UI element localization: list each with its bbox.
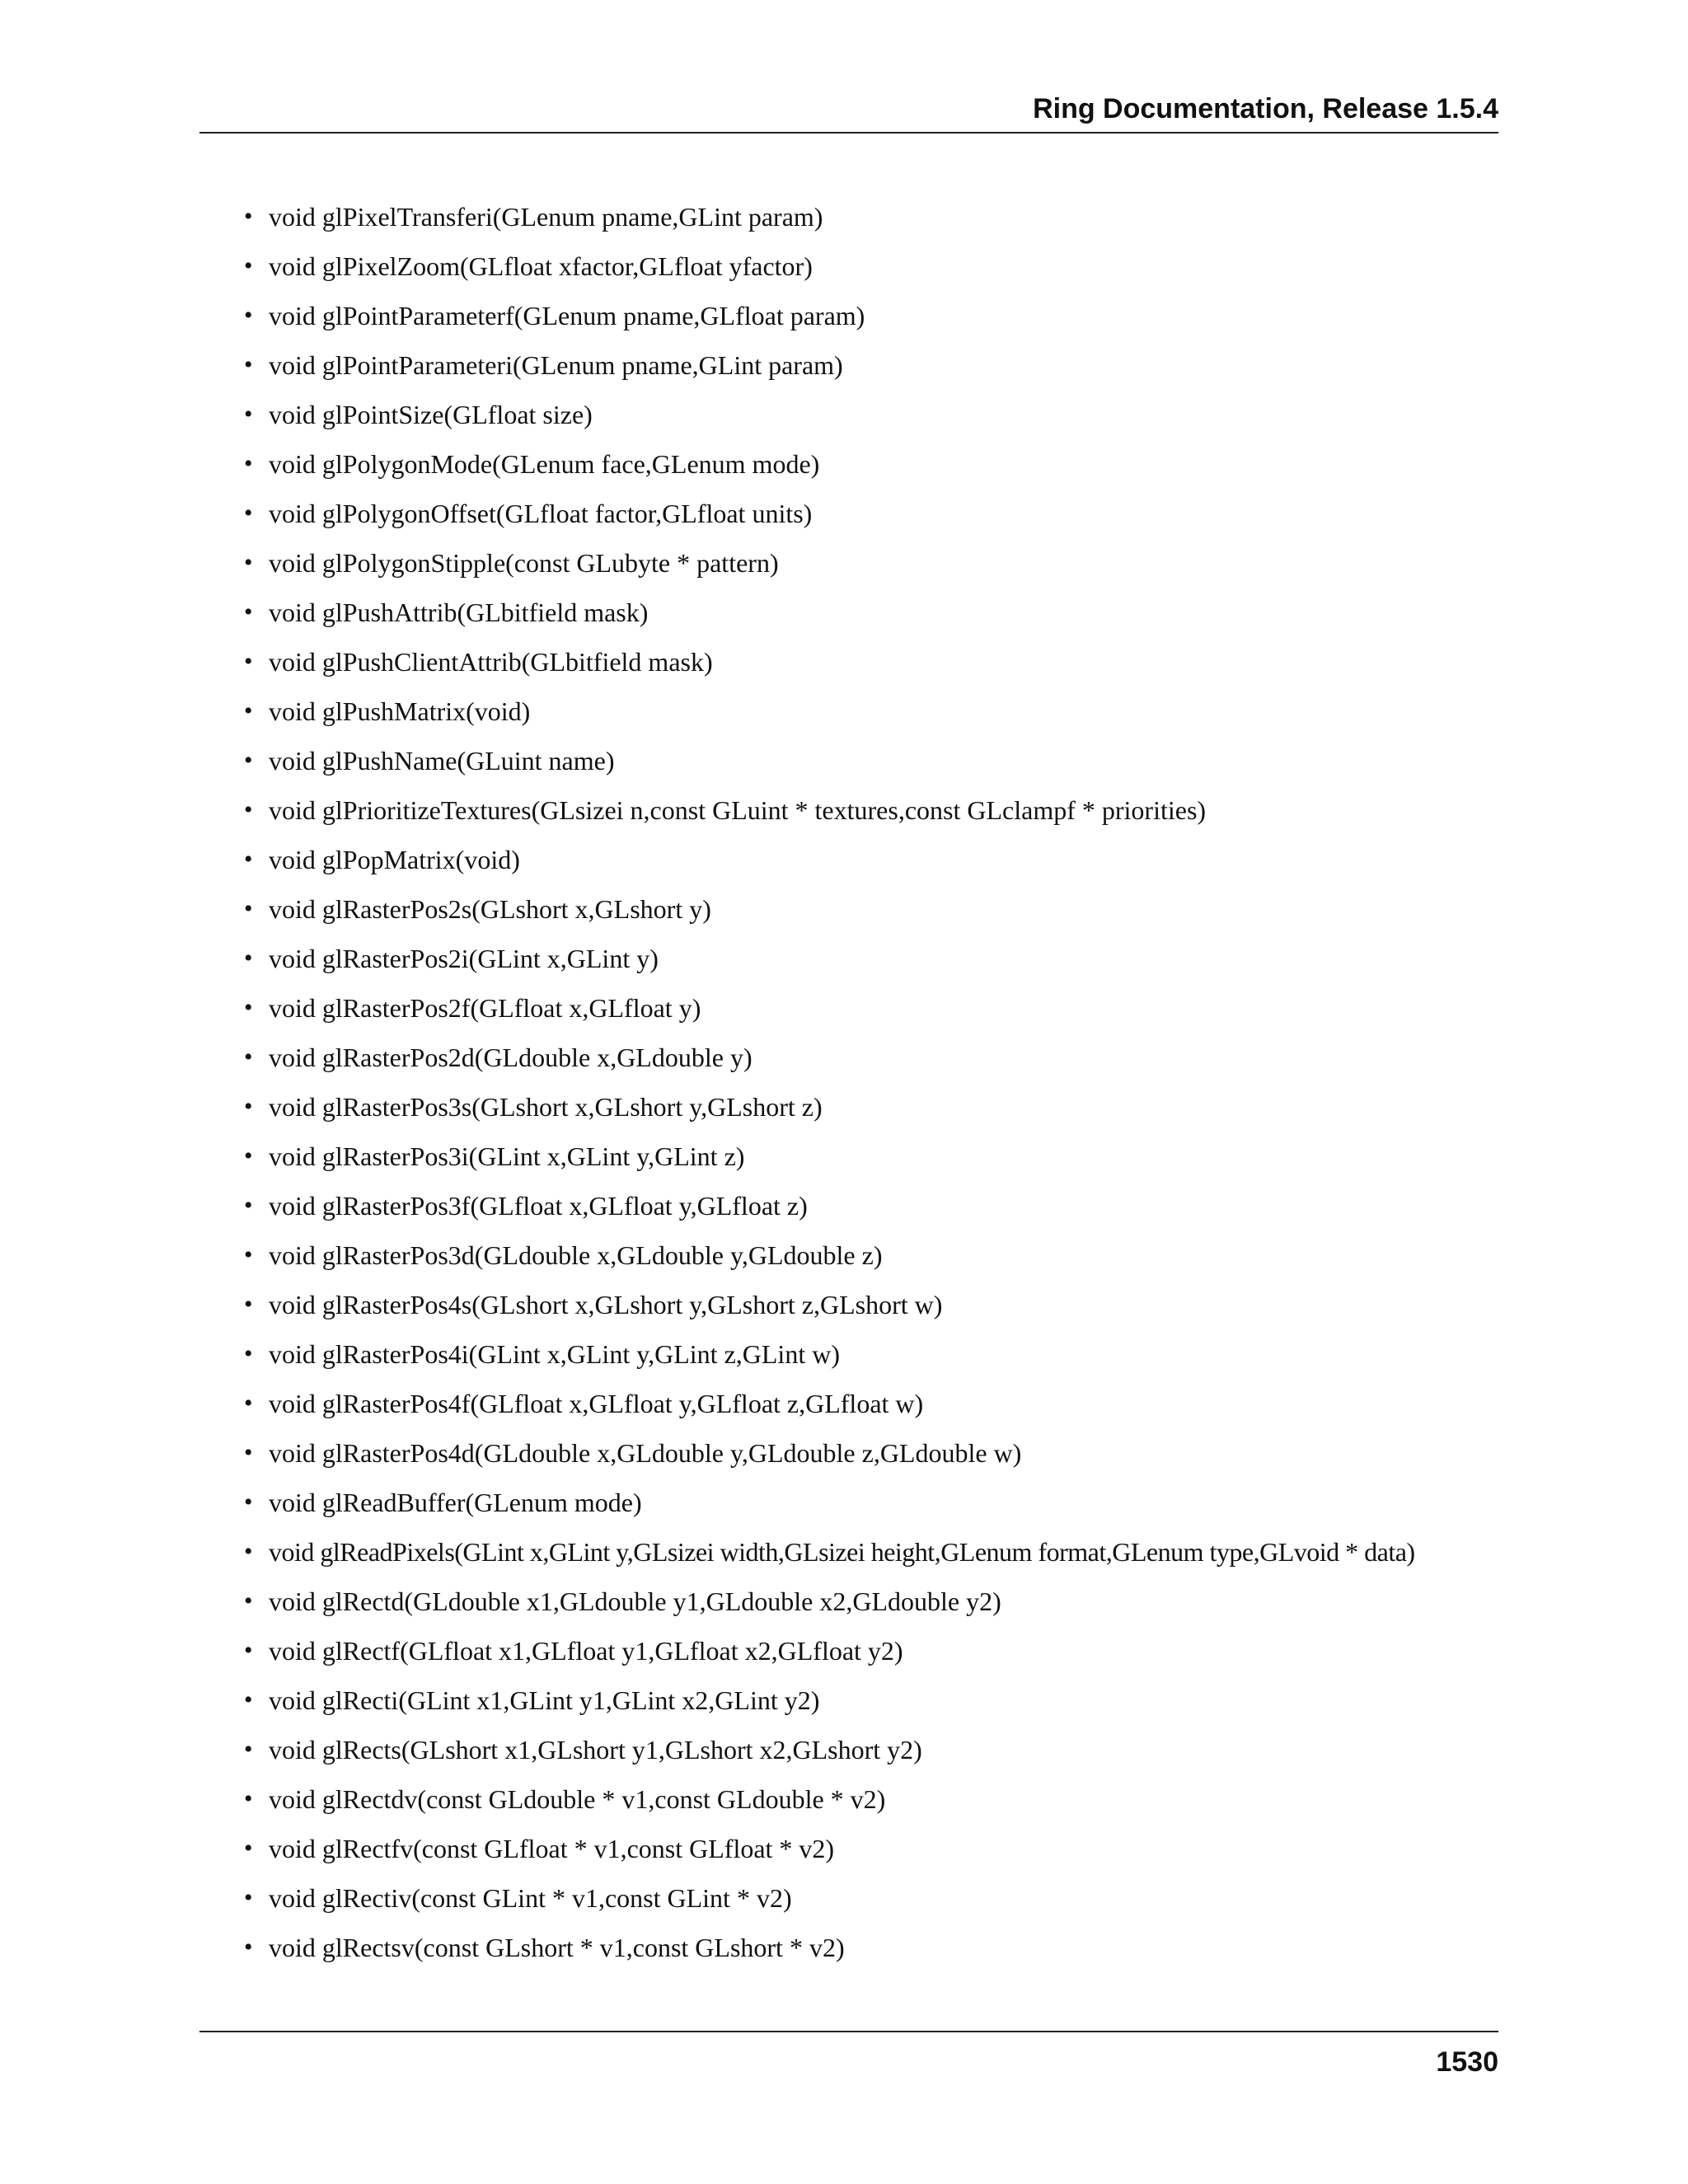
function-signature: void glRasterPos4i(GLint x,GLint y,GLint z,GLint w) [269,1339,840,1369]
function-signature: void glRectsv(const GLshort * v1,const GLshort * v2) [269,1933,845,1962]
list-item [244,641,1513,691]
list-item [244,1284,1513,1333]
bullet-icon: • [244,1835,253,1862]
bullet-icon: • [244,1686,253,1713]
list-item [244,196,1513,246]
bullet-icon: • [244,1637,253,1664]
list-item [244,246,1513,295]
list-item [244,1185,1513,1235]
function-signature: void glRectf(GLfloat x1,GLfloat y1,GLfloat x2,GLfloat y2) [269,1636,903,1666]
bullet-icon: • [244,1488,253,1516]
bullet-icon: • [244,846,253,873]
list-item [244,1333,1513,1383]
function-signature: void glRasterPos2d(GLdouble x,GLdouble y) [269,1043,753,1072]
list-item [244,443,1513,493]
function-signature: void glPushAttrib(GLbitfield mask) [269,598,649,627]
list-item [244,1729,1513,1779]
list-item [244,1482,1513,1531]
list-item [244,1432,1513,1482]
function-signature: void glRectd(GLdouble x1,GLdouble y1,GLdouble x2,GLdouble y2) [269,1586,1001,1616]
function-signature: void glRasterPos3d(GLdouble x,GLdouble y,GLdouble z) [269,1240,883,1270]
bullet-icon: • [244,203,253,230]
function-signature: void glPolygonStipple(const GLubyte * pattern) [269,548,779,578]
list-item [244,542,1513,592]
list-item [244,1779,1513,1828]
bullet-icon: • [244,1390,253,1417]
list-item [244,1235,1513,1284]
function-signature: void glPrioritizeTextures(GLsizei n,const GLuint * textures,const GLclampf * priorities) [269,795,1207,825]
function-signature: void glRasterPos3i(GLint x,GLint y,GLint z) [269,1141,745,1171]
list-item [244,888,1513,938]
bullet-icon: • [244,450,253,477]
list-item [244,987,1513,1037]
function-signature: void glRectdv(const GLdouble * v1,const GLdouble * v2) [269,1784,886,1814]
bullet-icon: • [244,747,253,774]
bullet-icon: • [244,302,253,329]
bullet-icon: • [244,994,253,1021]
bullet-icon: • [244,351,253,378]
function-signature: void glRecti(GLint x1,GLint y1,GLint x2,GLint y2) [269,1685,820,1715]
function-signature: void glPixelZoom(GLfloat xfactor,GLfloat yfactor) [269,251,813,281]
bullet-icon: • [244,252,253,279]
list-item [244,344,1513,394]
list-item [244,295,1513,344]
function-signature: void glRasterPos4d(GLdouble x,GLdouble y,GLdouble z,GLdouble w) [269,1438,1022,1468]
list-item [244,493,1513,542]
bullet-icon: • [244,944,253,972]
function-signature: void glRasterPos2f(GLfloat x,GLfloat y) [269,993,701,1023]
list-item [244,790,1513,839]
bullet-icon: • [244,1093,253,1120]
function-signature: void glRasterPos2i(GLint x,GLint y) [269,944,659,973]
function-signature: void glRectiv(const GLint * v1,const GLint * v2) [269,1883,792,1913]
list-item [244,1037,1513,1086]
bullet-icon: • [244,1340,253,1367]
bullet-icon: • [244,1587,253,1615]
function-signature: void glRasterPos3f(GLfloat x,GLfloat y,GLfloat z) [269,1191,808,1221]
list-item [244,1680,1513,1729]
list-item [244,1630,1513,1680]
bullet-icon: • [244,1933,253,1961]
page-header [199,92,1498,134]
list-item [244,394,1513,443]
list-item [244,1927,1513,1976]
document-title: Ring Documentation, Release 1.5.4 [1033,93,1498,124]
list-item [244,839,1513,888]
function-signature: void glPushClientAttrib(GLbitfield mask) [269,647,713,677]
bullet-icon: • [244,1241,253,1268]
function-signature: void glPolygonMode(GLenum face,GLenum mode) [269,449,820,479]
bullet-icon: • [244,1043,253,1071]
function-signature: void glPushMatrix(void) [269,696,531,726]
function-signature: void glRasterPos3s(GLshort x,GLshort y,GLshort z) [269,1092,823,1122]
bullet-icon: • [244,1538,253,1565]
bullet-icon: • [244,697,253,724]
function-signature: void glRasterPos4f(GLfloat x,GLfloat y,GLfloat z,GLfloat w) [269,1389,924,1418]
list-item [244,592,1513,641]
bullet-icon: • [244,895,253,922]
list-item [244,740,1513,790]
bullet-icon: • [244,499,253,527]
list-item [244,1877,1513,1927]
function-signature: void glReadPixels(GLint x,GLint y,GLsizei width,GLsizei height,GLenum format,GLenum type,GLvoid * data) [269,1537,1415,1567]
function-signature: void glRectfv(const GLfloat * v1,const GLfloat * v2) [269,1834,835,1863]
list-item [244,1086,1513,1136]
bullet-icon: • [244,648,253,675]
function-signature: void glPointParameterf(GLenum pname,GLfloat param) [269,301,865,330]
bullet-icon: • [244,1192,253,1219]
function-signature: void glPolygonOffset(GLfloat factor,GLfloat units) [269,499,813,528]
bullet-icon: • [244,796,253,823]
bullet-icon: • [244,1884,253,1911]
list-item [244,938,1513,987]
list-item [244,691,1513,740]
function-signature: void glReadBuffer(GLenum mode) [269,1488,642,1517]
list-item [244,1136,1513,1185]
bullet-icon: • [244,598,253,626]
function-signature: void glPixelTransferi(GLenum pname,GLint param) [269,202,823,232]
function-list [244,196,1513,1976]
bullet-icon: • [244,1785,253,1812]
list-item [244,1828,1513,1877]
function-signature: void glRects(GLshort x1,GLshort y1,GLshort x2,GLshort y2) [269,1735,922,1765]
function-signature: void glPushName(GLuint name) [269,746,615,776]
function-signature: void glPopMatrix(void) [269,845,520,874]
function-signature: void glPointParameteri(GLenum pname,GLint param) [269,350,843,380]
bullet-icon: • [244,401,253,428]
bullet-icon: • [244,1142,253,1169]
bullet-icon: • [244,549,253,576]
list-item [244,1383,1513,1432]
list-item [244,1531,1513,1581]
bullet-icon: • [244,1291,253,1318]
page-number: 1530 [1436,2046,1498,2078]
list-item [244,1581,1513,1630]
function-signature: void glPointSize(GLfloat size) [269,400,593,429]
page-footer [199,2031,1498,2090]
bullet-icon: • [244,1736,253,1763]
bullet-icon: • [244,1439,253,1466]
function-signature: void glRasterPos2s(GLshort x,GLshort y) [269,894,711,924]
function-signature: void glRasterPos4s(GLshort x,GLshort y,GLshort z,GLshort w) [269,1290,943,1319]
